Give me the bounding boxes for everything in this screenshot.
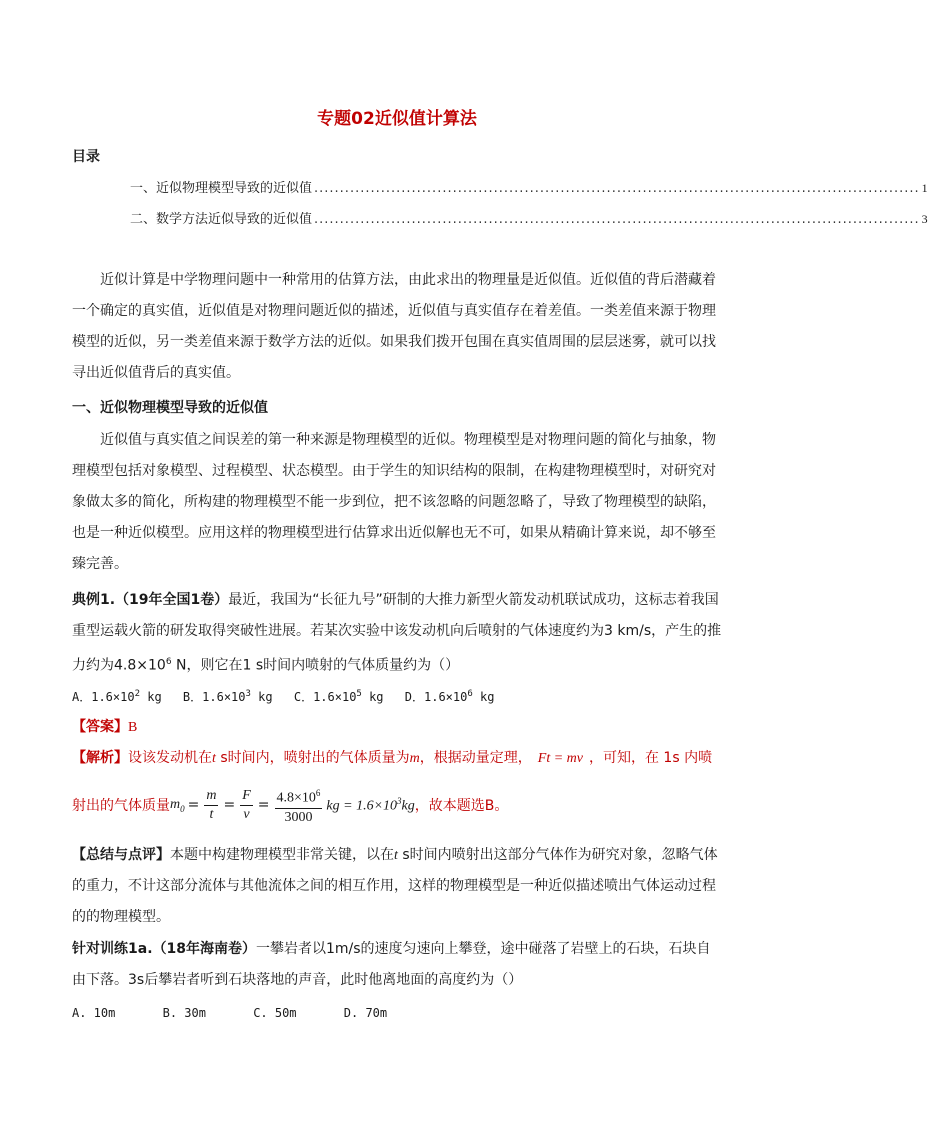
- toc-leader-dots: ......................................................................................................................: [314, 181, 920, 196]
- example-1-label: 典例1.（19年全国1卷）: [72, 592, 229, 608]
- mass-var: m: [170, 796, 181, 812]
- summary-text: 本题中构建物理模型非常关键，以在: [170, 847, 394, 863]
- section-1-paragraph: [72, 425, 722, 580]
- answer-label: 【答案】: [72, 719, 128, 735]
- section-1-heading: 一、近似物理模型导致的近似值: [72, 400, 268, 416]
- summary-paragraph: [72, 840, 722, 933]
- numerator-text: 4.8×10: [276, 790, 316, 806]
- fraction-numerator: m: [204, 787, 218, 806]
- analysis-label: 【解析】: [72, 750, 128, 766]
- example-1-exponent: 6: [165, 657, 172, 667]
- fraction-numerator: F: [240, 787, 253, 806]
- option-c-unit: kg: [361, 690, 384, 704]
- fraction-denominator: v: [243, 806, 250, 822]
- toc-entry-page: 3: [921, 212, 928, 226]
- fraction-f-over-v: [240, 787, 253, 824]
- option-a-unit: kg: [140, 690, 162, 704]
- option-c[interactable]: [294, 688, 384, 705]
- option-a[interactable]: [72, 688, 162, 705]
- toc-entry-2[interactable]: [130, 208, 928, 227]
- option-d[interactable]: D. 70m: [343, 1006, 388, 1020]
- result-unit: kg: [401, 798, 415, 814]
- option-a-text: A．1.6×10: [72, 690, 135, 704]
- option-d-unit: kg: [472, 690, 495, 704]
- analysis-line-2: 射出的气体质量 $m_0$ = $\frac{m}{t}$ = $\frac{F}{v}$ = $\frac{4.8\times 10^6}{3000}$ kg = $1.6\times 10^3kg$ ，故本题选B。: [72, 784, 508, 827]
- training-1a-question: [72, 934, 722, 996]
- training-1a-text: 一攀岩者以1m/s的速度匀速向上攀登，途中碰落了岩壁上的石块，石块自由下落。3s后攀岩者听到石块落地的声音，此时他离地面的高度约为（）: [72, 941, 711, 988]
- toc-entry-label: 一、近似物理模型导致的近似值: [130, 181, 313, 196]
- example-1-text-2: N，则它在1 s时间内喷射的气体质量约为（）: [171, 657, 460, 674]
- fraction-m-over-t: [204, 787, 218, 824]
- option-b[interactable]: B. 30m: [162, 1006, 206, 1020]
- analysis-var-t: t: [212, 751, 216, 766]
- fraction-denominator: t: [209, 806, 214, 822]
- summary-var-t: t: [394, 848, 398, 863]
- option-b-exp: 3: [245, 689, 251, 699]
- analysis-text: 射出的气体质量: [72, 798, 170, 815]
- option-b-unit: kg: [250, 690, 273, 704]
- mass-symbol: [170, 797, 185, 814]
- summary-label: 【总结与点评】: [72, 847, 170, 863]
- fraction-denominator: 3000: [284, 809, 313, 825]
- option-d-text: D．1.6×10: [404, 690, 468, 704]
- training-1a-options: [72, 1006, 401, 1020]
- intro-text: 近似计算是中学物理问题中一种常用的估算方法，由此求出的物理量是近似值。近似值的背后潜藏着一个确定的真实值，近似值是对物理问题近似的描述，近似值与真实值存在着差值。一类差值来源于物理模型的近似，另一类差值来源于数学方法的近似。如果我们拨开包围在真实值周围的层层迷雾，就可以找寻出近似值背后的真实值。: [72, 272, 716, 381]
- example-1-options: [72, 688, 508, 705]
- fraction-numerator: [275, 784, 323, 809]
- mass-result: [326, 796, 414, 815]
- option-d[interactable]: [405, 688, 495, 705]
- option-b-text: B．1.6×10: [182, 690, 246, 704]
- analysis-var-m: m: [409, 751, 420, 766]
- training-1a-label: 针对训练1a.（18年海南卷）: [72, 941, 256, 957]
- result-exp: 3: [397, 796, 402, 806]
- momentum-equation: Ft = mv: [537, 751, 583, 766]
- analysis-line-1: [72, 747, 712, 767]
- toc-entry-1[interactable]: [130, 177, 928, 196]
- intro-paragraph: [72, 265, 722, 389]
- analysis-conclusion: ，故本题选B。: [414, 798, 509, 815]
- analysis-text: ，可知，在 1s 内喷: [588, 750, 713, 766]
- option-d-exp: 6: [467, 689, 473, 699]
- option-b[interactable]: [183, 688, 273, 705]
- option-c-text: C．1.6×10: [293, 690, 357, 704]
- numerator-exp: 6: [315, 788, 321, 798]
- analysis-text: 设该发动机在: [128, 750, 212, 766]
- option-a-exp: 2: [134, 689, 140, 699]
- toc-leader-dots: ......................................................................................................................: [314, 212, 920, 227]
- summary-text: s时间内喷射出这部分气体作为研究对象，忽略气体的重力，不计这部分流体与其他流体之间的相互作用，这样的物理模型是一种近似描述喷出气体运动过程的的物理模型。: [72, 847, 718, 925]
- option-c[interactable]: C. 50m: [253, 1006, 297, 1020]
- page-title: 专题02近似值计算法: [317, 109, 477, 129]
- answer-value: B: [128, 720, 138, 735]
- mass-subscript: 0: [180, 803, 185, 814]
- section-1-text: 近似值与真实值之间误差的第一种来源是物理模型的近似。物理模型是对物理问题的简化与抽象，物理模型包括对象模型、过程模型、状态模型。由于学生的知识结构的限制，在构建物理模型时，对研究对象做太多的简化，所构建的物理模型不能一步到位，把不该忽略的问题忽略了，导致了物理模型的缺陷，也是一种近似模型。应用这样的物理模型进行估算求出近似解也无不可，如果从精确计算来说，却不够至臻完善。: [72, 432, 716, 572]
- option-a[interactable]: A. 10m: [72, 1006, 116, 1020]
- option-c-exp: 5: [356, 689, 362, 699]
- example-1-question: [72, 585, 722, 682]
- example-1-text-1: 最近，我国为“长征九号”研制的大推力新型火箭发动机联试成功，这标志着我国重型运载火箭的研发取得突破性进展。若某次实验中该发动机向后喷射的气体速度约为3 km/s，产生的推力约为4.8×10: [72, 592, 722, 674]
- example-1-answer: [72, 716, 137, 736]
- toc-entry-page: 1: [921, 181, 928, 195]
- toc-heading: 目录: [72, 149, 100, 165]
- result-text: kg = 1.6×10: [326, 798, 398, 814]
- fraction-thrust-over-velocity: [275, 784, 323, 827]
- analysis-text: ，根据动量定理，: [419, 750, 532, 766]
- analysis-text: s时间内，喷射出的气体质量为: [215, 750, 410, 766]
- toc-entry-label: 二、数学方法近似导致的近似值: [130, 212, 313, 227]
